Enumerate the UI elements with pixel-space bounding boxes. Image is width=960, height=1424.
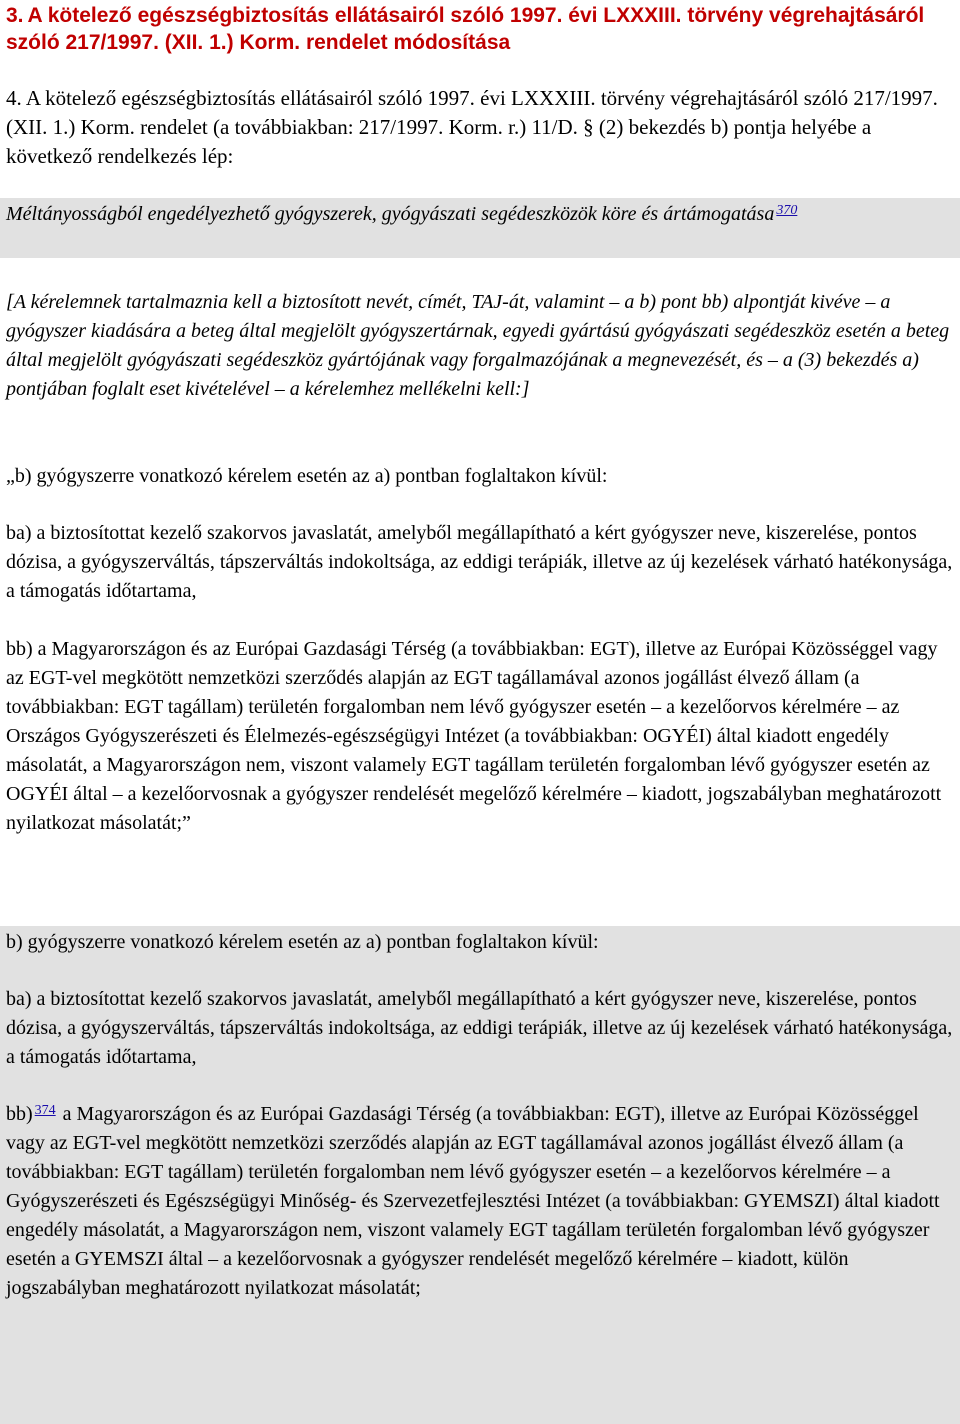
amendment-intro (6, 84, 956, 171)
footnote-link-374[interactable]: 374 (34, 1103, 56, 1118)
new-point-ba: ba) a biztosítottat kezelő szakorvos javaslatát, amelyből megállapítható a kért gyógyszer neve, kiszerelése, pontos dózisa, a gyógyszerváltás, tápszerváltás indokoltsága, az eddigi terápiák, illetve az új kezelések várható hatékonysága, a támogatás időtartama, (6, 522, 953, 602)
intro-text: A kötelező egészségbiztosítás ellátásairól szóló 1997. évi LXXXIII. törvény végrehajtásáról szóló 217/1997. (XII. 1.) Korm. rendelet (a továbbiakban: 217/1997. Korm. r.) 11/D. § (2) bekezdés b) pontja helyébe a következő rendelkezés lép: (6, 86, 938, 168)
old-bb-text: a Magyarországon és az Európai Gazdasági Térség (a továbbiakban: EGT), illetve az Európai Közösséggel vagy az EGT-vel megkötött nemzetközi szerződés alapján az EGT tagállamával azonos jogállást élvező állam (a továbbiakban: EGT tagállam) területén forgalomban nem lévő gyógyszer esetén – a kezelőorvos kérelmére – a Gyógyszerészeti és Egészségügyi Minőség- és Szervezetfejlesztési Intézet (a továbbiakban: GYEMSZI) által kiadott engedély másolatát, a Magyarországon nem, viszont valamely EGT tagállam területén forgalomban lévő gyógyszer esetén a GYEMSZI által – a kezelőorvosnak a gyógyszer rendelését megelőző kérelmére – kiadott, külön jogszabályban meghatározott nyilatkozat másolatát; (6, 1103, 940, 1299)
section-title (6, 200, 956, 229)
new-point-b: „b) gyógyszerre vonatkozó kérelem esetén az a) pontban foglaltakon kívül: (6, 465, 608, 487)
old-point-ba: ba) a biztosítottat kezelő szakorvos javaslatát, amelyből megállapítható a kért gyógyszer neve, kiszerelése, pontos dózisa, a gyógyszerváltás, tápszerváltás indokoltsága, az eddigi terápiák, illetve az új kezelések várható hatékonysága, a támogatás időtartama, (6, 988, 953, 1068)
heading-number: 3. (6, 4, 24, 27)
old-point-bb (6, 1100, 956, 1303)
footnote-link-370[interactable]: 370 (776, 203, 798, 218)
section-title-text: Méltányosságból engedélyezhető gyógyszerek, gyógyászati segédeszközök köre és ártámogatása (6, 203, 775, 225)
old-bb-prefix: bb) (6, 1103, 33, 1125)
new-point-bb: bb) a Magyarországon és az Európai Gazdasági Térség (a továbbiakban: EGT), illetve az Európai Közösséggel vagy az EGT-vel megkötött nemzetközi szerződés alapján az EGT tagállamával azonos jogállást élvező állam (a továbbiakban: EGT tagállam) területén forgalomban nem lévő gyógyszer esetén – a kezelőorvos kérelmére – az Országos Gyógyszerészeti és Élelmezés-egészségügyi Intézet (a továbbiakban: OGYÉI) által kiadott engedély másolatát, a Magyarországon nem, viszont valamely EGT tagállam területén forgalomban lévő gyógyszer esetén az OGYÉI által – a kezelőorvosnak a gyógyszer rendelését megelőző kérelmére – kiadott, jogszabályban meghatározott nyilatkozat másolatát;” (6, 638, 942, 834)
bracket-text: [A kérelemnek tartalmaznia kell a biztosított nevét, címét, TAJ-át, valamint – a b) pont bb) alpontját kivéve – a gyógyszer kiadására a beteg által megjelölt gyógyszertárnak, egyedi gyártású gyógyászati segédeszköz esetén a beteg által megjelölt gyógyászati segédeszköz gyártójának vagy forgalmazójának a megnevezését, és – a (3) bekezdés a) pontjában foglalt eset kivételével – a kérelemhez mellékelni kell:] (6, 291, 950, 400)
intro-number: 4. (6, 86, 22, 110)
section-heading-3 (6, 2, 956, 56)
heading-text: A kötelező egészségbiztosítás ellátásairól szóló 1997. évi LXXXIII. törvény végrehajtásáról szóló 217/1997. (XII. 1.) Korm. rendelet módosítása (6, 4, 925, 54)
old-point-b: b) gyógyszerre vonatkozó kérelem esetén az a) pontban foglaltakon kívül: (6, 931, 599, 953)
